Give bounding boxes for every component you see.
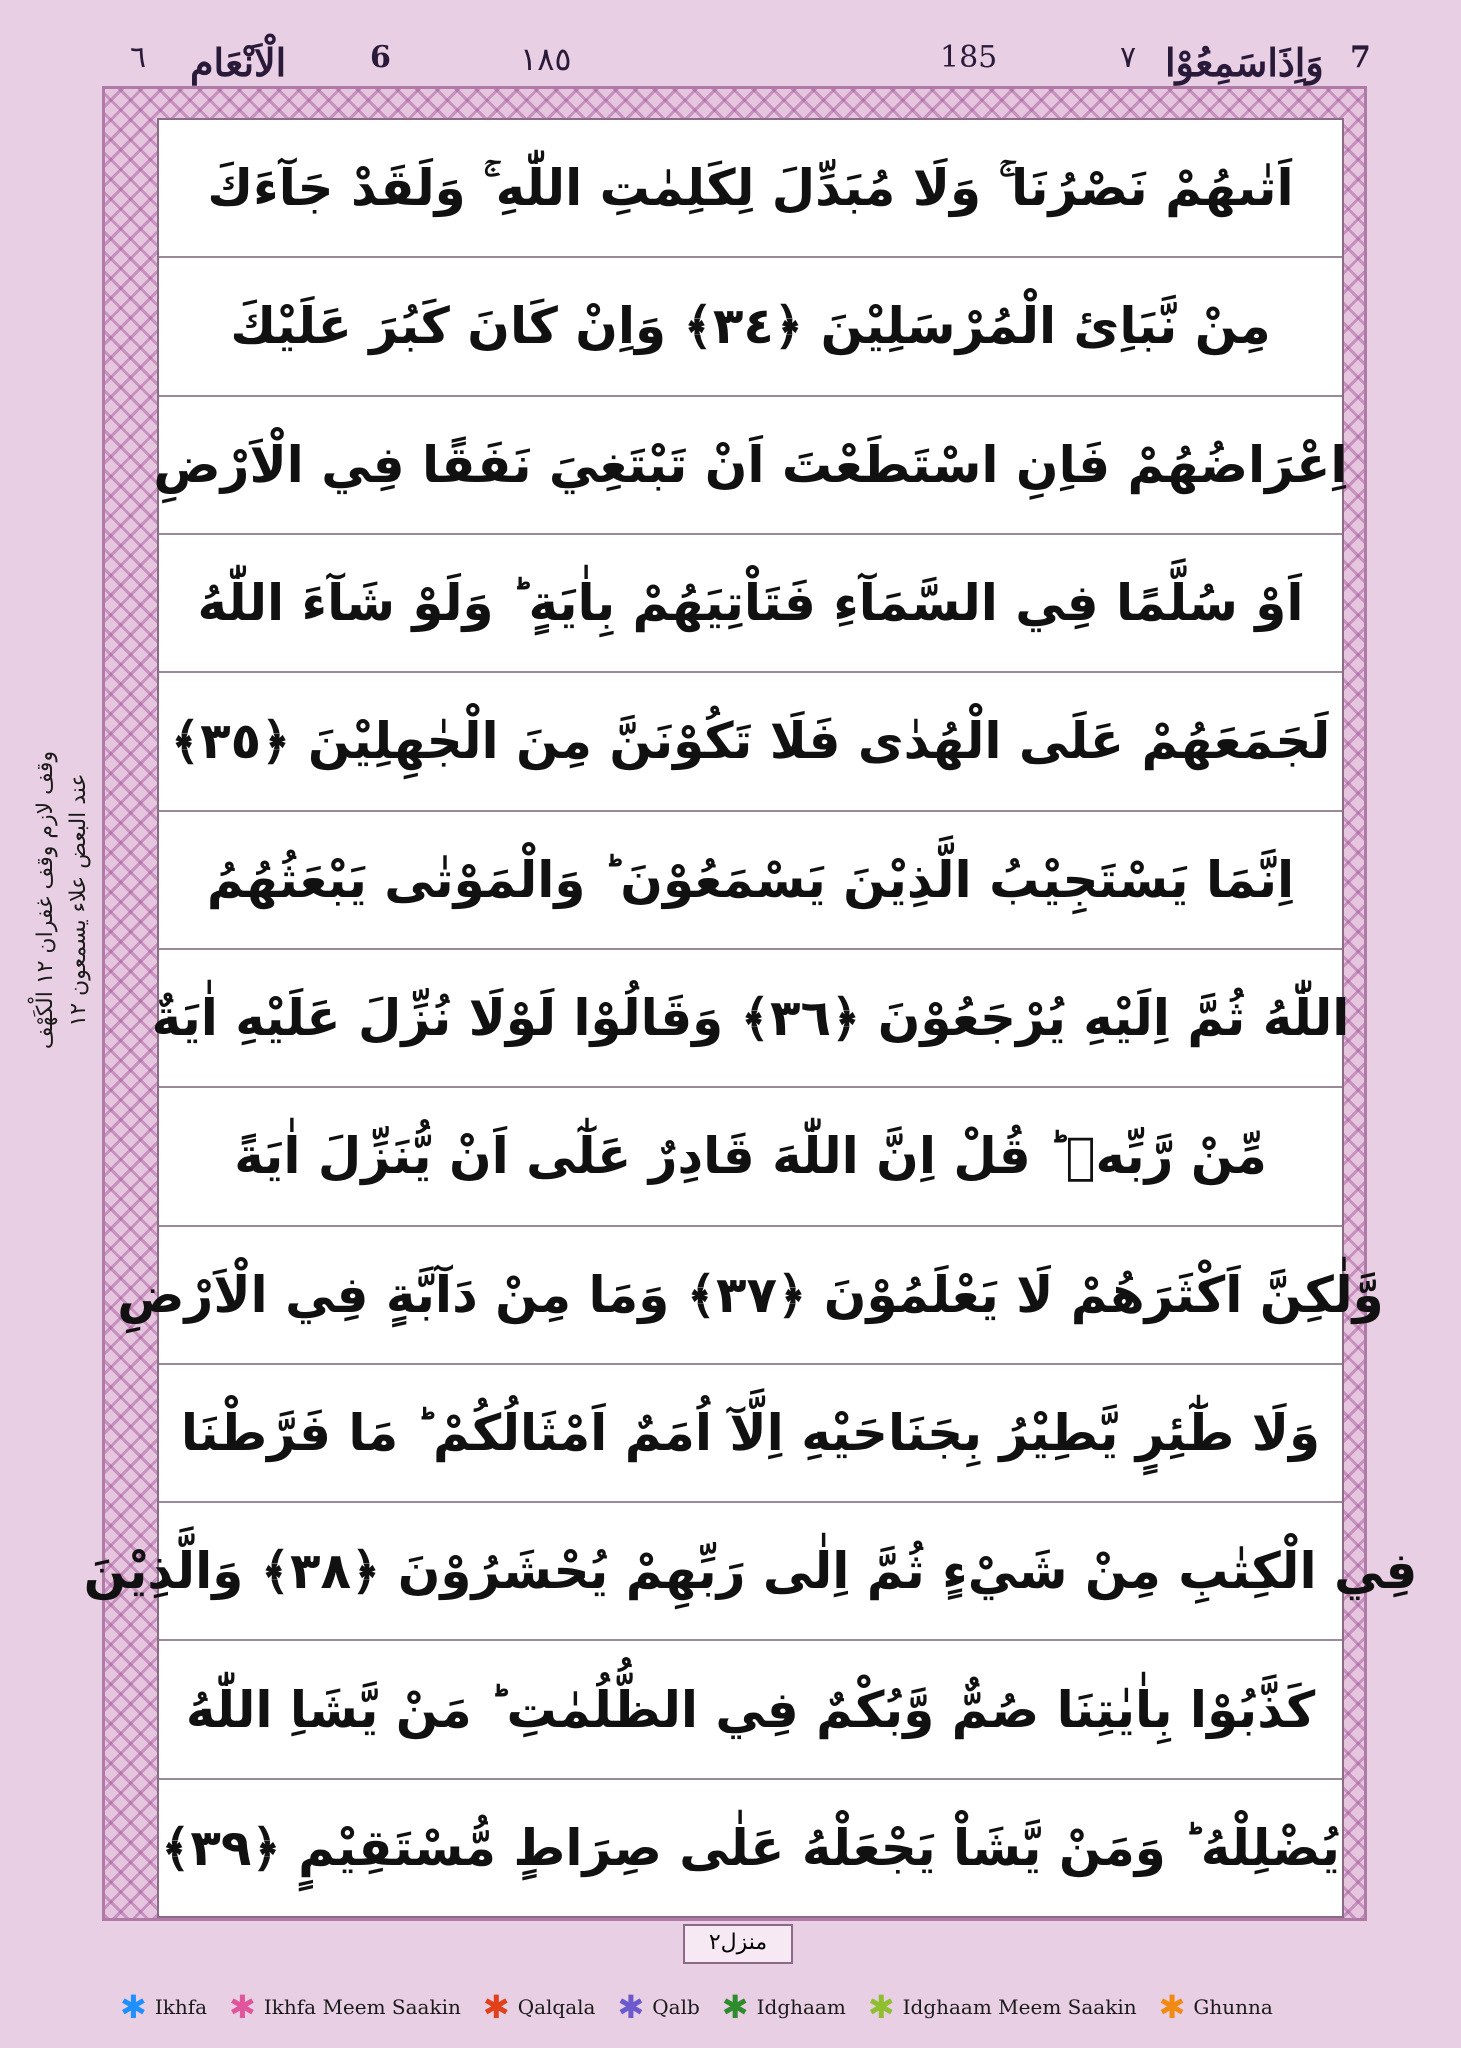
star-icon: ✱ [867, 1988, 895, 2026]
legend-item-qalqala [482, 1988, 596, 2026]
star-icon: ✱ [617, 1988, 645, 2026]
star-icon: ✱ [1158, 1988, 1186, 2026]
sura-number: ٦ [130, 40, 147, 75]
verse-line: اَوْ سُلَّمًا فِي السَّمَآءِ فَتَاْتِيَهُمْ بِاٰيَةٍ ؕ وَلَوْ شَآءَ اللّٰهُ [159, 535, 1342, 673]
verse-line: فِي الْكِتٰبِ مِنْ شَيْءٍ ثُمَّ اِلٰى رَبِّهِمْ يُحْشَرُوْنَ ﴿٣٨﴾ وَالَّذِيْنَ [159, 1503, 1342, 1641]
margin-note [22, 690, 102, 1110]
legend-label: Qalqala [517, 1995, 596, 2019]
verse-line: اَتٰىهُمْ نَصْرُنَا ۚ وَلَا مُبَدِّلَ لِكَلِمٰتِ اللّٰهِ ۚ وَلَقَدْ جَآءَكَ [159, 120, 1342, 258]
verse-line: وَّلٰكِنَّ اَكْثَرَهُمْ لَا يَعْلَمُوْنَ ﴿٣٧﴾ وَمَا مِنْ دَآبَّةٍ فِي الْاَرْضِ [159, 1227, 1342, 1365]
sura-index: 6 [370, 40, 391, 75]
margin-note-line-1: وقف لازم وقف غفران ١٢ الْكَهْف [33, 750, 58, 1050]
legend-label: Ikhfa Meem Saakin [263, 1995, 461, 2019]
star-icon: ✱ [482, 1988, 510, 2026]
legend-label: Idghaam Meem Saakin [902, 1995, 1137, 2019]
verse-line: مِنْ نَّبَاِئ الْمُرْسَلِيْنَ ﴿٣٤﴾ وَاِنْ كَانَ كَبُرَ عَلَيْكَ [159, 258, 1342, 396]
page-number-arabic: ١٨٥ [520, 40, 572, 78]
star-icon: ✱ [120, 1988, 147, 2026]
legend-item-qalb [617, 1988, 700, 2026]
legend-item-ikhfa-meem-saakin [229, 1988, 461, 2026]
tajweed-legend [120, 1982, 1360, 2032]
verse-line: مِّنْ رَّبِّهٖ ؕ قُلْ اِنَّ اللّٰهَ قَادِرٌ عَلٰٓى اَنْ يُّنَزِّلَ اٰيَةً [159, 1088, 1342, 1226]
legend-label: Ghunna [1193, 1995, 1273, 2019]
sura-name: الْاَنْعَام [190, 40, 287, 85]
manzil-label: منزل٢ [683, 1924, 793, 1964]
legend-label: Qalb [652, 1995, 700, 2019]
verse-line: اِعْرَاضُهُمْ فَاِنِ اسْتَطَعْتَ اَنْ تَبْتَغِيَ نَفَقًا فِي الْاَرْضِ [159, 397, 1342, 535]
verse-line: يُضْلِلْهُ ؕ وَمَنْ يَّشَاْ يَجْعَلْهُ عَلٰى صِرَاطٍ مُّسْتَقِيْمٍ ﴿٣٩﴾ [161, 1818, 1340, 1877]
verse-line: اِنَّمَا يَسْتَجِيْبُ الَّذِيْنَ يَسْمَعُوْنَ ؕ وَالْمَوْتٰى يَبْعَثُهُمُ [159, 812, 1342, 950]
verse-line: لَجَمَعَهُمْ عَلَى الْهُدٰى فَلَا تَكُوْنَنَّ مِنَ الْجٰهِلِيْنَ ﴿٣٥﴾ [159, 673, 1342, 811]
para-name: وَاِذَاسَمِعُوْا [1165, 40, 1324, 85]
legend-label: Idghaam [756, 1995, 846, 2019]
star-icon: ✱ [721, 1988, 749, 2026]
verse-line: وَلَا طٰٓئِرٍ يَّطِيْرُ بِجَنَاحَيْهِ اِلَّآ اُمَمٌ اَمْثَالُكُمْ ؕ مَا فَرَّطْنَا [159, 1365, 1342, 1503]
para-number-arabic: ٧ [1120, 40, 1137, 75]
star-icon: ✱ [229, 1988, 256, 2026]
page-number: 185 [940, 40, 998, 75]
verse-line: كَذَّبُوْا بِاٰيٰتِنَا صُمٌّ وَّبُكْمٌ فِي الظُّلُمٰتِ ؕ مَنْ يَّشَاِ اللّٰهُ [159, 1641, 1342, 1779]
text-page [83, 118, 1418, 1918]
legend-item-idghaam-meem-saakin [867, 1988, 1137, 2026]
verse-line: اللّٰهُ ثُمَّ اِلَيْهِ يُرْجَعُوْنَ ﴿٣٦﴾ وَقَالُوْا لَوْلَا نُزِّلَ عَلَيْهِ اٰيَةٌ [159, 950, 1342, 1088]
legend-item-ikhfa [120, 1988, 208, 2026]
legend-item-idghaam [721, 1988, 846, 2026]
legend-label: Ikhfa [154, 1995, 208, 2019]
margin-note-line-2: عند البعض علاء يسمعون ١٢ [66, 773, 91, 1027]
page-header [130, 36, 1371, 92]
para-index: 7 [1350, 40, 1371, 75]
legend-item-ghunna [1158, 1988, 1273, 2026]
